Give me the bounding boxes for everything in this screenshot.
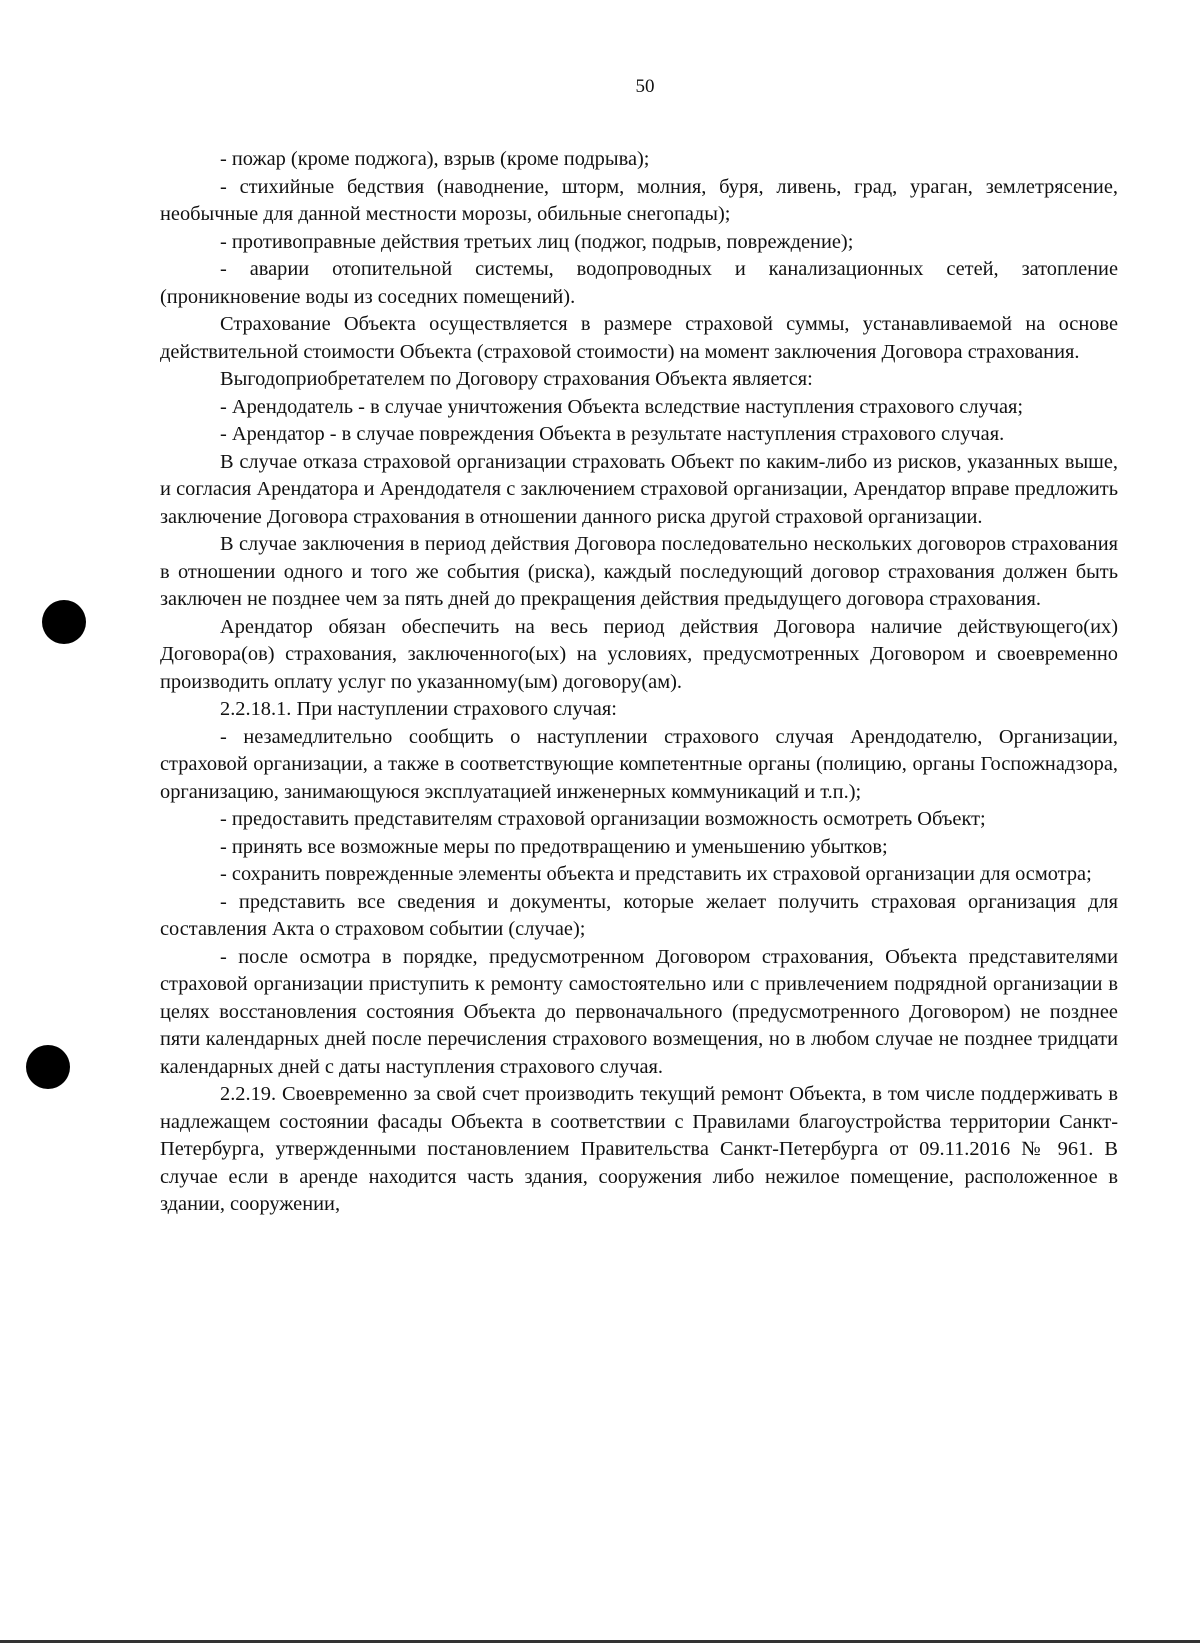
clause-2-2-19: 2.2.19. Своевременно за свой счет производить текущий ремонт Объекта, в том числе поддерживать в надлежащем состоянии фасады Объекта в соответствии с Правилами благоустройства территории Санкт-Петербурга, утвержденными постановлением Правительства Санкт-Петербурга от 09.11.2016 № 961. В случае если в аренде находится часть здания, сооружения либо нежилое помещение, расположенное в здании, сооружении, — [160, 1083, 1118, 1215]
list-item-third-party-actions: - противоправные действия третьих лиц (поджог, подрыв, повреждение); — [220, 230, 854, 253]
paragraph-successive-contracts: В случае заключения в период действия Договора последовательно нескольких договоров страхования в отношении одного и того же события (риска), каждый последующий договор страхования должен быть заключен не позднее чем за пять дней до прекращения действия предыдущего договора страхования. — [160, 533, 1118, 610]
list-item-mitigate-losses: - принять все возможные меры по предотвращению и уменьшению убытков; — [220, 835, 888, 858]
punch-hole-mark — [26, 1045, 70, 1089]
list-item-notify: - незамедлительно сообщить о наступлении страхового случая Арендодателю, Организации, страховой организации, а также в соответствующие компетентные органы (полицию, органы Госпожнадзора, организацию, занимающуюся эксплуатацией инженерных коммуникаций и т.п.); — [160, 725, 1118, 803]
list-item-system-accidents: - аварии отопительной системы, водопроводных и канализационных сетей, затопление (проникновение воды из соседних помещений). — [160, 258, 1118, 308]
paragraph-insurance-amount: Страхование Объекта осуществляется в размере страховой суммы, устанавливаемой на основе действительной стоимости Объекта (страховой стоимости) на момент заключения Договора страхования. — [160, 313, 1118, 363]
list-item-beneficiary-lessor: - Арендодатель - в случае уничтожения Объекта вследствие наступления страхового случая; — [220, 395, 1024, 418]
list-item-allow-inspection: - предоставить представителям страховой организации возможность осмотреть Объект; — [220, 808, 986, 830]
punch-hole-mark — [42, 600, 86, 644]
paragraph-lessee-obligation: Арендатор обязан обеспечить на весь период действия Договора наличие действующего(их) Договора(ов) страхования, заключенного(ых) на условиях, предусмотренных Договором и своевременно производить оплату услуг по указанному(ым) договору(ам). — [160, 615, 1118, 693]
list-item-natural-disasters: - стихийные бедствия (наводнение, шторм, молния, буря, ливень, град, ураган, землетрясение, необычные для данной местности морозы, обильные снегопады); — [160, 175, 1118, 225]
clause-heading-2-2-18-1: 2.2.18.1. При наступлении страхового случая: — [220, 698, 617, 720]
list-item-start-repair: - после осмотра в порядке, предусмотренном Договором страхования, Объекта представителями страховой организации приступить к ремонту самостоятельно или с привлечением подрядной организации в целях восстановления состояния Объекта до первоначального (предусмотренного Договором) не позднее пяти календарных дней после перечисления страхового возмещения, но в любом случае не позднее тридцати календарных дней с даты наступления страхового случая. — [160, 945, 1118, 1078]
page-number: 50 — [635, 76, 655, 97]
document-body — [160, 146, 1118, 1219]
paragraph-beneficiary-intro: Выгодоприобретателем по Договору страхования Объекта является: — [220, 368, 813, 390]
bottom-scan-edge — [0, 1640, 1200, 1643]
list-item-preserve-elements: - сохранить поврежденные элементы объекта и представить их страховой организации для осмотра; — [220, 863, 1092, 885]
list-item-provide-documents: - представить все сведения и документы, которые желает получить страховая организация для составления Акта о страховом событии (случае); — [160, 890, 1118, 940]
list-item-fire: - пожар (кроме поджога), взрыв (кроме подрыва); — [220, 148, 650, 170]
list-item-beneficiary-lessee: - Арендатор - в случае повреждения Объекта в результате наступления страхового случая. — [220, 423, 1005, 445]
paragraph-insurer-refusal: В случае отказа страховой организации страховать Объект по каким-либо из рисков, указанных выше, и согласия Арендатора и Арендодателя с заключением страховой организации, Арендатор вправе предложить заключение Договора страхования в отношении данного риска другой страховой организации. — [160, 450, 1118, 528]
